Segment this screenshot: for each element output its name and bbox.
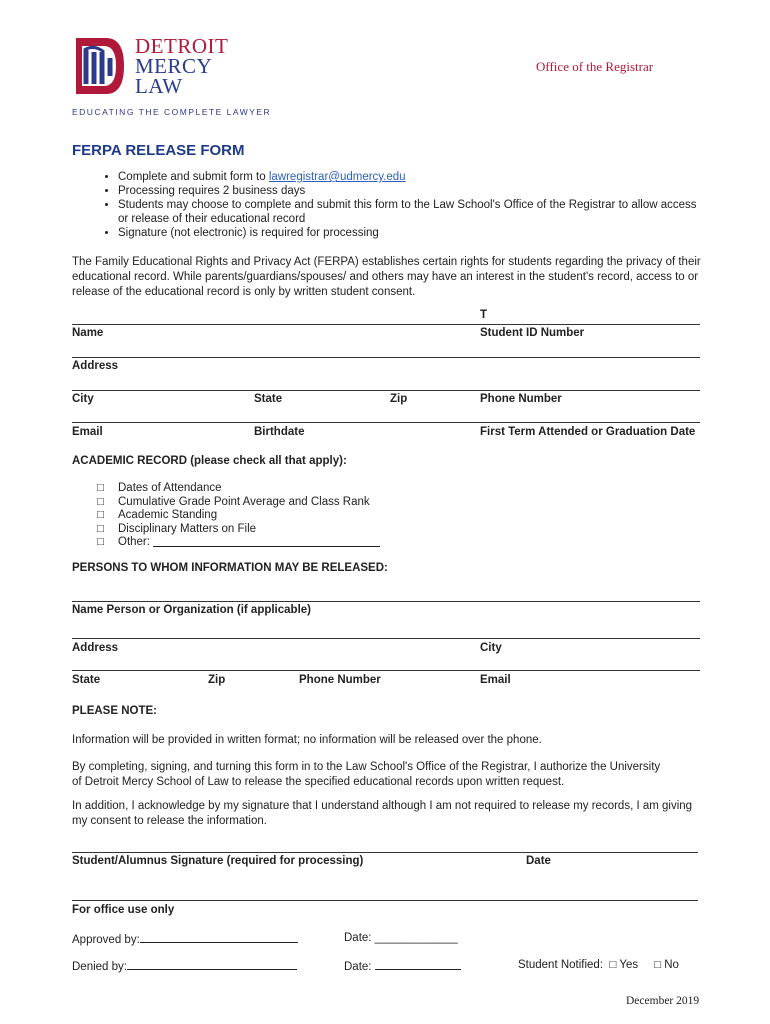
release-state-field-line[interactable] (72, 670, 700, 671)
please-note-heading: PLEASE NOTE: (72, 705, 157, 717)
academic-record-heading: ACADEMIC RECORD (please check all that apply): (72, 455, 347, 467)
note-paragraph-3: In addition, I acknowledge by my signature that I understand although I am not required to release my records, I am giving my consent to release the information. (72, 800, 693, 827)
checkbox[interactable]: □ (97, 522, 104, 535)
release-state-label: State (72, 674, 101, 686)
office-title: Office of the Registrar (536, 59, 654, 74)
note-paragraph-2: By completing, signing, and turning this form in to the Law School's Office of the Registrar, I authorize the University of Detroit Mercy School of Law to release the specified educational records upon written request. (72, 761, 661, 788)
student-notified-label: Student Notified: (518, 959, 604, 971)
checkbox[interactable]: □ (97, 482, 104, 494)
approved-by-line[interactable] (140, 932, 298, 943)
checklist-item[interactable]: □ Disciplinary Matters on File (97, 522, 257, 535)
denied-date-label: Date: (344, 961, 372, 973)
approved-date-label[interactable]: Date: _____________ (344, 932, 458, 944)
address-field-line[interactable] (72, 357, 700, 358)
denied-by-row (72, 959, 297, 973)
other-input-line[interactable] (153, 536, 380, 547)
release-address-field-line[interactable] (72, 638, 700, 639)
zip-label: Zip (390, 393, 408, 405)
name-field-line[interactable] (72, 324, 700, 325)
revision-date: December 2019 (626, 995, 700, 1007)
denied-date-row (344, 959, 461, 973)
name-org-label: Name Person or Organization (if applicable) (72, 604, 311, 616)
signature-label: Student/Alumnus Signature (required for processing) (72, 855, 364, 867)
academic-checklist (97, 482, 727, 550)
name-org-field-line[interactable] (72, 601, 700, 602)
university-logo-text: DETROIT MERCY LAW (135, 34, 229, 98)
email-field-line[interactable] (72, 422, 700, 423)
form-title: FERPA RELEASE FORM (72, 142, 245, 159)
city-label: City (72, 393, 94, 405)
state-label: State (254, 393, 283, 405)
checkbox[interactable]: □ (97, 495, 104, 508)
signature-line[interactable] (72, 852, 698, 853)
student-id-label: Student ID Number (480, 327, 585, 339)
release-city-label: City (480, 642, 502, 654)
instruction-item: • Students may choose to complete and submit this form to the Law School's Office of the Registrar to allow access or release of their educational record (118, 198, 698, 226)
instruction-item: • Signature (not electronic) is required for processing (118, 226, 698, 240)
signature-date-label: Date (526, 855, 551, 867)
release-heading: PERSONS TO WHOM INFORMATION MAY BE RELEASED: (72, 562, 388, 574)
checklist-item[interactable]: □ Other: (97, 536, 727, 550)
ferpa-intro: The Family Educational Rights and Privacy Act (FERPA) establishes certain rights for students regarding the privacy of their educational record. While parents/guardians/spouses/ and others may have an interest in the student's record, access to or release of the educational record is only by written student consent. (72, 256, 701, 298)
city-field-line[interactable] (72, 390, 700, 391)
approved-by-label: Approved by: (72, 934, 140, 946)
checkbox[interactable]: □ (97, 509, 104, 521)
phone-label: Phone Number (480, 393, 562, 405)
note-paragraph-1: Information will be provided in written format; no information will be released over the phone. (72, 734, 542, 746)
checklist-item[interactable]: □ Cumulative Grade Point Average and Class Rank (97, 495, 370, 508)
office-use-divider (72, 900, 698, 901)
approved-by-row (72, 932, 298, 946)
checklist-item[interactable]: □ Dates of Attendance (97, 482, 222, 494)
notified-no-checkbox[interactable]: □ No (654, 959, 679, 971)
university-logo-mark (72, 36, 128, 96)
checklist-item[interactable]: □ Academic Standing (97, 509, 218, 521)
instruction-item: • Processing requires 2 business days (118, 184, 698, 198)
release-address-label: Address (72, 642, 119, 654)
student-notified-row (518, 959, 679, 971)
instruction-item: • Complete and submit form to lawregistrar@udmercy.edu (118, 170, 698, 184)
office-use-heading: For office use only (72, 904, 175, 916)
release-zip-label: Zip (208, 674, 226, 686)
email-label: Email (72, 426, 103, 438)
name-label: Name (72, 327, 104, 339)
denied-by-label: Denied by: (72, 961, 127, 973)
denied-date-line[interactable] (375, 959, 461, 970)
release-email-label: Email (480, 674, 511, 686)
denied-by-line[interactable] (127, 959, 297, 970)
release-phone-label: Phone Number (299, 674, 381, 686)
registrar-email-link[interactable]: lawregistrar@udmercy.edu (268, 171, 406, 183)
notified-yes-checkbox[interactable]: □ Yes (609, 959, 639, 971)
t-mark: T (480, 309, 488, 321)
checkbox[interactable]: □ (97, 536, 104, 548)
address-label: Address (72, 360, 119, 372)
logo-tagline: EDUCATING THE COMPLETE LAWYER (72, 107, 272, 117)
first-term-label: First Term Attended or Graduation Date (480, 426, 696, 438)
instruction-list (72, 170, 698, 240)
birthdate-label: Birthdate (254, 426, 305, 438)
